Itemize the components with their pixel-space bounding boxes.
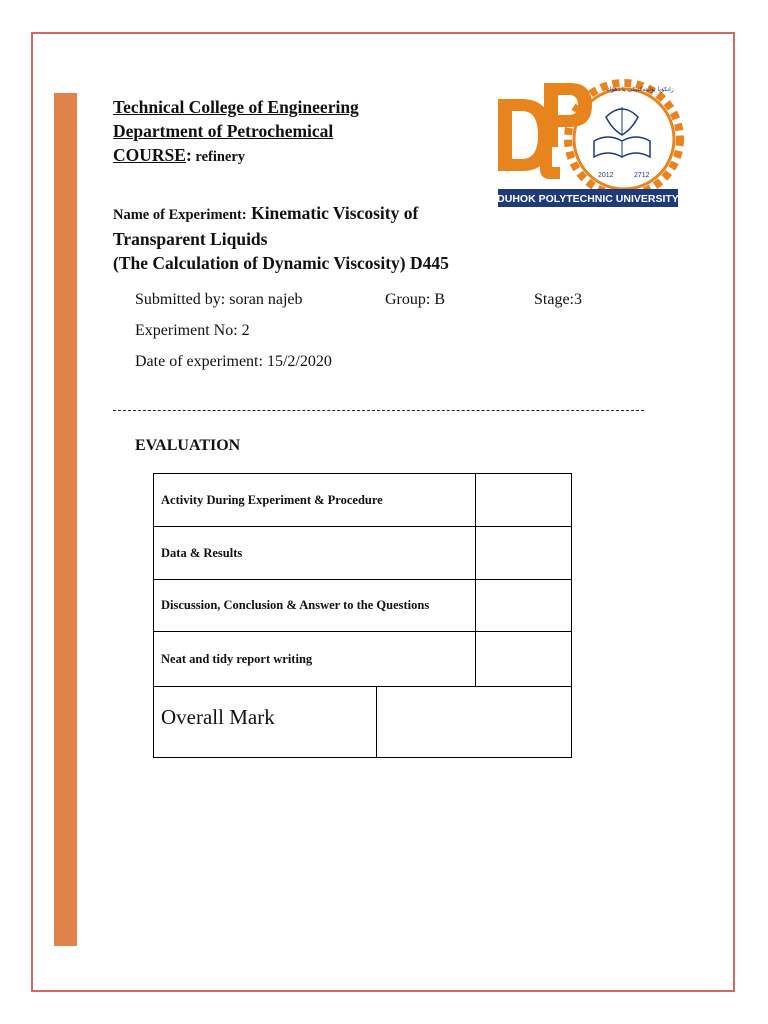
experiment-name-label: Name of Experiment	[113, 207, 242, 223]
experiment-title-line1	[113, 201, 449, 227]
overall-mark-label: Overall Mark	[161, 705, 275, 729]
letter-p-shape	[544, 83, 592, 147]
overall-mark-row	[154, 687, 571, 757]
stage: Stage:3	[534, 291, 582, 308]
evaluation-row	[154, 580, 571, 632]
university-banner-text: DUHOK POLYTECHNIC UNIVERSITY	[497, 193, 679, 205]
evaluation-heading: EVALUATION	[135, 437, 241, 454]
college-name-text: Technical College of Engineering	[113, 97, 359, 117]
year-right: 2712	[634, 172, 650, 179]
evaluation-row-label: Discussion, Conclusion & Answer to the Questions	[161, 598, 430, 612]
evaluation-row	[154, 474, 571, 527]
column-divider	[376, 687, 377, 757]
year-left: 2012	[598, 172, 614, 179]
evaluation-row-label: Activity During Experiment & Procedure	[161, 492, 383, 507]
university-logo	[494, 77, 690, 209]
evaluation-table	[153, 473, 572, 758]
arabic-text: زانكۆیا پۆلیتەكنیكی یا دهۆك	[606, 86, 674, 93]
experiment-title	[113, 201, 449, 275]
column-divider	[475, 527, 476, 579]
evaluation-row	[154, 527, 571, 580]
university-logo-graphic	[494, 77, 690, 209]
evaluation-row	[154, 632, 571, 687]
experiment-title-line3: (The Calculation of Dynamic Viscosity) D445	[113, 253, 449, 273]
experiment-date: Date of experiment: 15/2/2020	[135, 353, 332, 370]
column-divider	[475, 474, 476, 526]
letter-u-shape	[540, 143, 560, 179]
evaluation-row-label: Neat and tidy report writing	[161, 651, 313, 666]
course-line	[113, 143, 245, 169]
course-colon: :	[185, 145, 192, 165]
course-value: refinery	[191, 149, 246, 165]
experiment-name-colon: :	[241, 207, 247, 223]
experiment-number: Experiment No: 2	[135, 322, 250, 339]
department-name-text: Department of Petrochemical	[113, 121, 334, 141]
dashed-divider	[113, 410, 644, 411]
experiment-title-line2: Transparent Liquids	[113, 229, 268, 249]
evaluation-row-label: Data & Results	[161, 545, 243, 560]
course-label: COURSE	[113, 145, 186, 165]
book-leaf-emblem	[594, 107, 650, 157]
college-name	[113, 95, 359, 119]
group: Group: B	[385, 291, 445, 308]
submitted-by: Submitted by: soran najeb	[135, 291, 303, 308]
experiment-title-part1: Kinematic Viscosity of	[246, 203, 419, 223]
column-divider	[475, 632, 476, 686]
column-divider	[475, 580, 476, 631]
side-accent-bar	[54, 93, 77, 946]
department-name	[113, 119, 333, 143]
